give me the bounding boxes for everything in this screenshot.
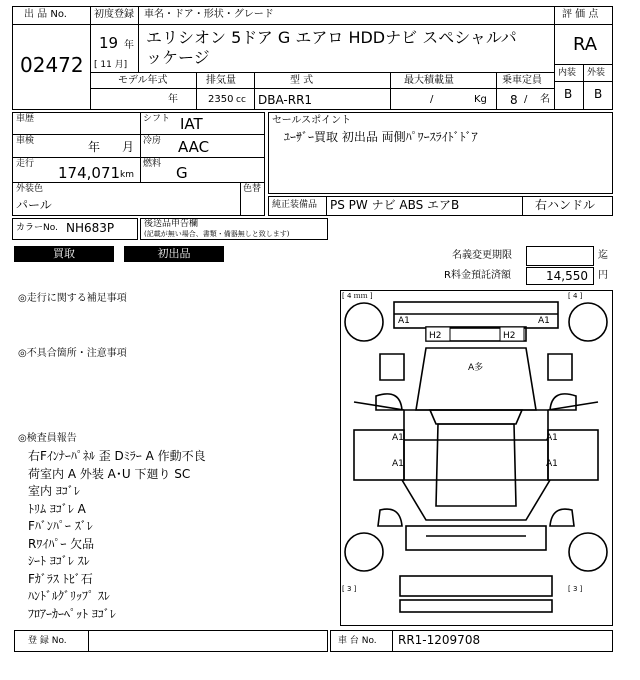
chassis-label: 車 台 No. xyxy=(338,636,377,646)
name-change-box xyxy=(526,246,594,266)
displacement-value: 2350 xyxy=(208,94,234,105)
recycle-unit: 円 xyxy=(598,270,608,281)
equipment-label: 純正装備品 xyxy=(272,200,318,210)
capacity-label: 乗車定員 xyxy=(502,75,542,86)
model-year-unit: 年 xyxy=(168,94,178,105)
displacement-label: 排気量 xyxy=(206,75,236,86)
recycle-amount: 14,550 xyxy=(546,269,588,283)
divider xyxy=(240,182,241,216)
drive-side: 右ハンドル xyxy=(535,198,596,212)
wheel-front-right xyxy=(569,303,607,341)
inspector-label: ◎検査員報告 xyxy=(18,433,77,444)
running-notes-label: ◎走行に関する補足事項 xyxy=(18,293,127,304)
report-line: ﾄﾘﾑ ﾖｺﾞﾚ A xyxy=(28,501,86,516)
divider xyxy=(12,134,265,135)
divider xyxy=(392,630,393,652)
tire-top-right: [ 4 ] xyxy=(568,292,583,300)
divider xyxy=(496,72,497,110)
mileage-unit: km xyxy=(120,170,134,180)
color-no-value: NH683P xyxy=(66,221,115,235)
divider xyxy=(88,630,89,652)
aftermarket-label: 後送品申告欄 xyxy=(144,219,199,229)
divider xyxy=(90,72,554,73)
divider xyxy=(138,6,139,72)
report-line: Rﾜｲﾊﾟｰ 欠品 xyxy=(28,536,95,551)
ac-label: 冷房 xyxy=(143,136,162,146)
year-unit: 年 xyxy=(124,40,134,51)
load-unit: Kg xyxy=(474,94,487,105)
divider xyxy=(12,157,265,158)
tag-kaitori: 買取 xyxy=(14,246,114,262)
divider xyxy=(554,24,613,25)
mark-pillar-left: H2 xyxy=(429,331,442,341)
fuel-label: 燃料 xyxy=(143,159,162,169)
divider xyxy=(12,24,90,25)
defects-label: ◎不具合箇所・注意事項 xyxy=(18,348,127,359)
mark-roof-right: A1 xyxy=(538,316,550,326)
first-reg-year: 19 xyxy=(99,34,119,52)
wheel-rear-right xyxy=(569,533,607,571)
recycle-label: R料金預託済額 xyxy=(444,270,511,281)
mark-side-right-2: A1 xyxy=(546,459,558,469)
mark-side-left-1: A1 xyxy=(392,433,404,443)
reg-no-label: 登 録 No. xyxy=(28,636,67,646)
name-change-unit: 迄 xyxy=(598,250,608,261)
report-line: 右Fｲﾝﾅｰﾊﾟﾈﾙ 歪 Dﾐﾗｰ A 作動不良 xyxy=(28,449,206,463)
mark-side-left-2: A1 xyxy=(392,459,404,469)
mark-side-right-1: A1 xyxy=(546,433,558,443)
chassis-number: RR1-1209708 xyxy=(398,633,481,647)
capacity-value: 8 xyxy=(510,93,518,107)
load-sep: / xyxy=(430,94,434,105)
report-line: Fｶﾞﾗｽ ﾄﾋﾞ石 xyxy=(28,571,93,586)
divider xyxy=(326,196,327,216)
capacity-sep: / xyxy=(524,94,528,105)
mark-roof-left: A1 xyxy=(398,316,410,326)
divider xyxy=(138,24,554,25)
exterior-color-value: パール xyxy=(16,198,52,212)
lot-label: 出 品 No. xyxy=(24,9,67,20)
report-line: ﾊﾝﾄﾞﾙｸﾞﾘｯﾌﾟ ｽﾚ xyxy=(28,589,110,603)
divider xyxy=(554,81,613,82)
report-line: 荷室内 A 外装 A･U 下廻り SC xyxy=(28,466,191,481)
color-change-label: 色替 xyxy=(243,184,262,194)
divider xyxy=(90,6,91,110)
divider xyxy=(522,196,523,216)
interior-grade: B xyxy=(564,87,573,101)
wheel-front-left xyxy=(345,303,383,341)
type-value: DBA-RR1 xyxy=(258,93,313,107)
shift-label: シフト xyxy=(143,114,171,124)
tire-top-left: [ 4 ｍｍ ] xyxy=(342,292,373,300)
exterior-label: 外装 xyxy=(587,68,606,78)
load-label: 最大積載量 xyxy=(404,75,454,86)
car-diagram xyxy=(340,290,613,626)
divider xyxy=(554,6,555,110)
name-change-label: 名義変更期限 xyxy=(452,250,512,261)
report-line: ﾌﾛｱｰｶｰﾍﾟｯﾄ ﾖｺﾞﾚ xyxy=(28,606,116,621)
color-no-label: カラーNo. xyxy=(16,223,58,233)
divider xyxy=(583,64,584,110)
report-line: ｼｰﾄ ﾖｺﾞﾚ ｽﾚ xyxy=(28,554,90,568)
mark-hood: A多 xyxy=(468,363,484,373)
type-label: 型 式 xyxy=(290,75,314,86)
exterior-grade: B xyxy=(594,87,603,101)
first-reg-month: [ 11 月] xyxy=(94,60,128,70)
inspection-month: 月 xyxy=(122,140,135,154)
divider xyxy=(90,88,554,89)
inspection-year: 年 xyxy=(88,140,101,154)
first-reg-label: 初度登録 xyxy=(94,9,134,20)
wheel-rear-left xyxy=(345,533,383,571)
capacity-unit: 名 xyxy=(540,94,550,105)
car-name-label: 車名・ドア・形状・グレード xyxy=(144,9,274,20)
report-line: Fﾊﾞﾝﾊﾟｰ ｽﾞﾚ xyxy=(28,519,93,533)
ac-value: AAC xyxy=(178,138,210,156)
interior-label: 内装 xyxy=(558,68,577,78)
displacement-unit: cc xyxy=(236,95,246,105)
exterior-color-label: 外装色 xyxy=(16,184,44,194)
inspection-label: 車検 xyxy=(16,136,35,146)
sales-point-text: ﾕｰｻﾞｰ買取 初出品 両側ﾊﾟﾜｰｽﾗｲﾄﾞﾄﾞｱ xyxy=(284,130,478,144)
aftermarket-note: (記載が無い場合、書類・備器無しと致します) xyxy=(144,230,290,238)
tag-first-listing: 初出品 xyxy=(124,246,224,262)
score-label: 評 価 点 xyxy=(562,9,599,20)
divider xyxy=(196,72,197,110)
divider xyxy=(390,72,391,110)
mark-pillar-right: H2 xyxy=(503,331,516,341)
mileage-label: 走行 xyxy=(16,159,35,169)
score-value: RA xyxy=(573,34,598,55)
tire-bottom-right: [ 3 ] xyxy=(568,585,583,593)
car-name: エリシオン 5ドア G エアロ HDDナビ スペシャルパッケージ xyxy=(146,28,517,67)
history-label: 車歴 xyxy=(16,114,35,124)
equipment-items: PS PW ナビ ABS エアB xyxy=(330,198,460,212)
model-year-label: モデル年式 xyxy=(118,75,168,86)
fuel-value: G xyxy=(176,164,188,182)
mileage-value: 174,071 xyxy=(58,164,121,182)
divider xyxy=(254,72,255,110)
divider xyxy=(90,24,138,25)
lot-number: 02472 xyxy=(20,53,84,77)
report-line: 室内 ﾖｺﾞﾚ xyxy=(28,484,80,498)
shift-value: IAT xyxy=(180,115,203,133)
inspector-report xyxy=(28,448,328,623)
tire-bottom-left: [ 3 ] xyxy=(342,585,357,593)
sales-point-label: セールスポイント xyxy=(272,115,352,126)
divider xyxy=(140,112,141,182)
divider xyxy=(12,182,265,183)
